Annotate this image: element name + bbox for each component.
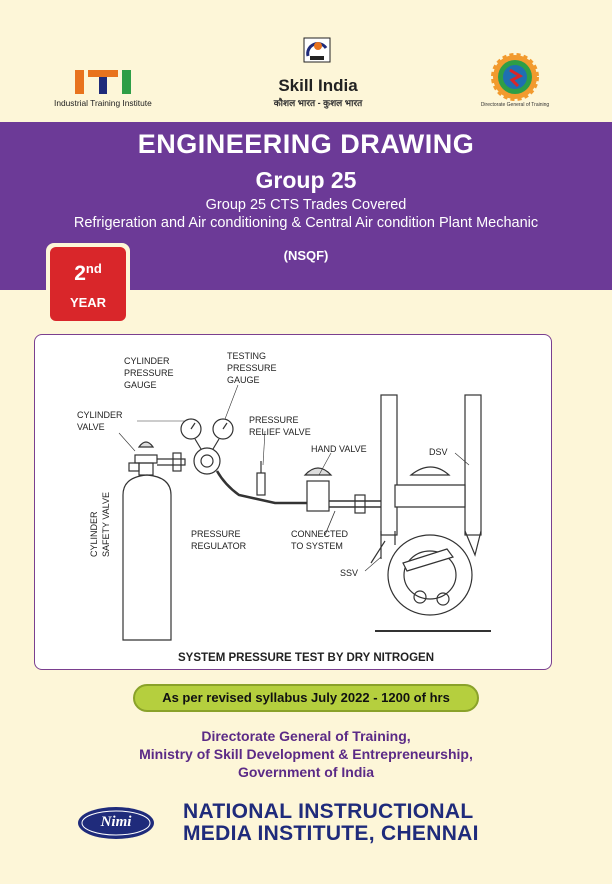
label-pressure-regulator-1: PRESSURE xyxy=(191,529,241,539)
nitrogen-test-diagram xyxy=(35,335,551,669)
label-cylinder-valve-1: CYLINDER xyxy=(77,410,123,420)
label-cylinder-valve-2: VALVE xyxy=(77,422,105,432)
label-ssv: SSV xyxy=(340,568,359,578)
nimi-logo xyxy=(76,805,156,841)
figure-caption: SYSTEM PRESSURE TEST BY DRY NITROGEN xyxy=(177,652,435,664)
pressure-regulator xyxy=(194,448,220,474)
trades-names: Refrigeration and Air conditioning & Central Air condition Plant Mechanic xyxy=(73,215,539,231)
label-cylinder-pressure-gauge-1: CYLINDER xyxy=(124,356,170,366)
year-suffix: nd xyxy=(85,261,102,276)
group-title: Group 25 xyxy=(255,167,357,193)
year-badge-inner xyxy=(50,247,126,321)
label-connected-to-system-1: CONNECTED xyxy=(291,529,349,539)
directorate-line-1: Directorate General of Training, xyxy=(201,728,411,744)
dgt-logo xyxy=(480,52,550,114)
label-cylinder-safety-valve-2: SAFETY VALVE xyxy=(101,491,111,557)
nimi-logo-text: Nimi xyxy=(100,814,132,830)
hand-valve xyxy=(307,481,329,511)
iti-logo-mark xyxy=(54,68,164,98)
page-title: ENGINEERING DRAWING xyxy=(137,129,475,159)
syllabus-pill: As per revised syllabus July 2022 - 1200 of hrs xyxy=(133,684,479,712)
year-label: YEAR xyxy=(69,295,107,310)
skill-india-emblem-icon xyxy=(268,34,368,74)
label-cylinder-pressure-gauge-3: GAUGE xyxy=(124,380,157,390)
figure-panel xyxy=(34,334,552,670)
label-dsv: DSV xyxy=(429,447,448,457)
nitrogen-cylinder xyxy=(123,475,171,640)
cylinder-valve-handle xyxy=(139,442,153,447)
publisher-name-line-1: NATIONAL INSTRUCTIONAL xyxy=(183,800,474,823)
year-number: 2 xyxy=(74,262,86,285)
year-badge xyxy=(46,243,130,325)
year-ordinal xyxy=(50,261,126,286)
label-cylinder-pressure-gauge-2: PRESSURE xyxy=(124,368,174,378)
label-hand-valve: HAND VALVE xyxy=(311,444,367,454)
label-pressure-regulator-2: REGULATOR xyxy=(191,541,247,551)
compressor xyxy=(388,535,472,615)
skill-india-title: Skill India xyxy=(278,76,358,95)
pressure-relief-valve xyxy=(257,473,265,495)
iti-logo xyxy=(54,68,164,112)
label-pressure-relief-valve-1: PRESSURE xyxy=(249,415,299,425)
label-pressure-relief-valve-2: RELIEF VALVE xyxy=(249,427,311,437)
label-testing-pressure-gauge-3: GAUGE xyxy=(227,375,260,385)
publisher-name-line-2: MEDIA INSTITUTE, CHENNAI xyxy=(183,822,479,845)
label-testing-pressure-gauge-1: TESTING xyxy=(227,351,267,361)
trades-covered-line: Group 25 CTS Trades Covered xyxy=(205,197,407,213)
dgt-gear-icon xyxy=(480,52,550,102)
label-testing-pressure-gauge-2: PRESSURE xyxy=(227,363,277,373)
iti-caption: Industrial Training Institute xyxy=(54,98,152,108)
directorate-line-2: Ministry of Skill Development & Entrepreneurship, xyxy=(139,746,473,762)
label-cylinder-safety-valve-1: CYLINDER xyxy=(89,511,99,557)
skill-india-subtitle: कौशल भारत - कुशल भारत xyxy=(273,98,363,108)
nsqf-label: (NSQF) xyxy=(283,248,329,263)
skill-india-logo xyxy=(268,34,368,112)
directorate-line-3: Government of India xyxy=(237,764,375,780)
dgt-caption: Directorate General of Training xyxy=(480,102,550,108)
label-connected-to-system-2: TO SYSTEM xyxy=(291,541,343,551)
